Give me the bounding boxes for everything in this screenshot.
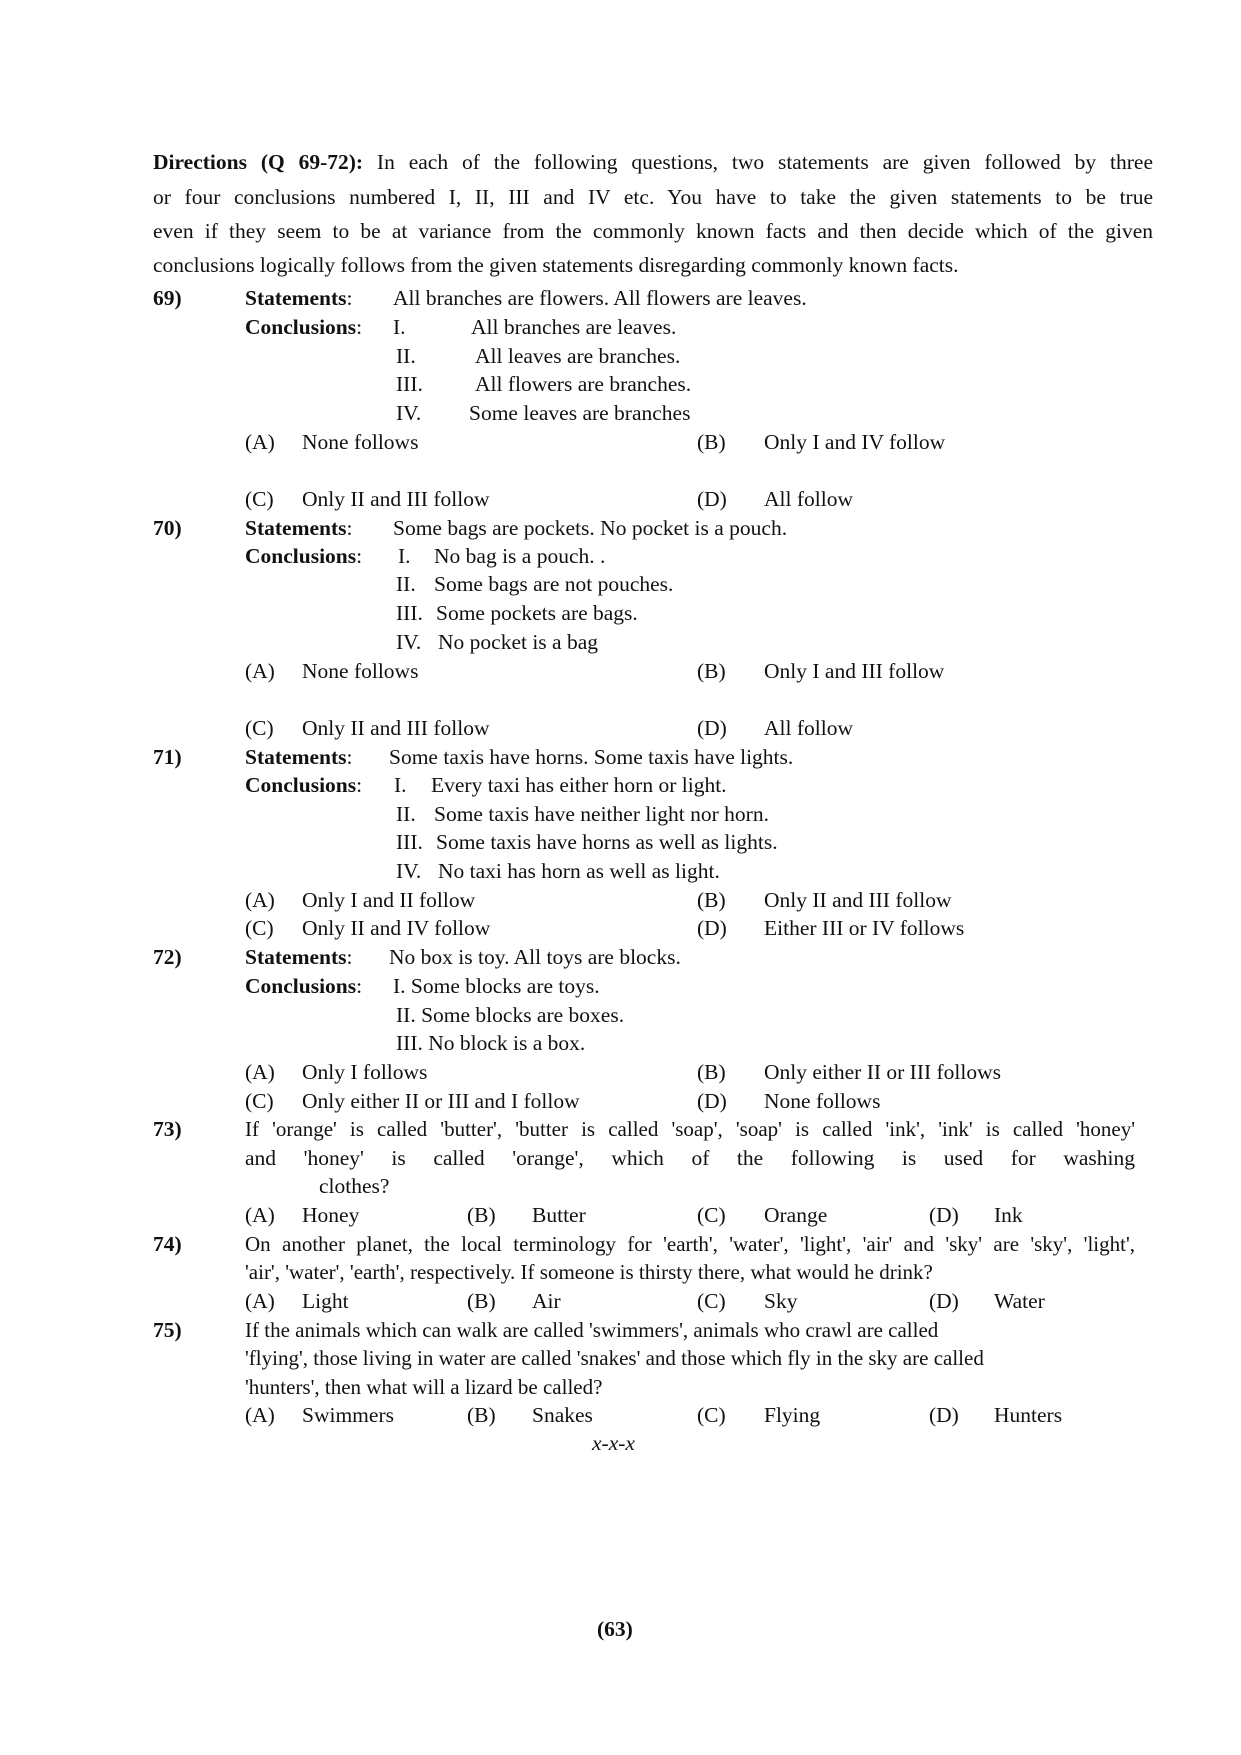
question-number: 74) [153,1232,182,1256]
option-b-text: Air [532,1289,561,1313]
conclusion-num: I. [394,773,407,797]
question-text-line: If the animals which can walk are called 'swimmers', animals who crawl are called [245,1318,939,1342]
option-d-text: None follows [764,1089,881,1113]
question-text-line: On another planet, the local terminology for 'earth', 'water', 'light', 'air' and 'sky' are 'sky', 'light', [245,1232,1135,1256]
page-number: (63) [597,1617,633,1641]
conclusion-num: I. [393,315,406,339]
option-key: (B) [697,659,726,683]
conclusion-num: IV. [396,630,422,654]
conclusions-label: Conclusions: [245,544,363,568]
end-mark: x-x-x [592,1431,635,1455]
option-key: (D) [929,1403,959,1427]
option-c-text: Orange [764,1203,828,1227]
conclusion-text: No taxi has horn as well as light. [438,859,720,883]
option-key: (B) [467,1289,496,1313]
directions-line-3: even if they seem to be at variance from the commonly known facts and then decide which of the given [153,219,1153,243]
option-a-text: Only I and II follow [302,888,476,912]
conclusion-text: Some bags are not pouches. [434,572,674,596]
statement-text: All branches are flowers. All flowers are leaves. [393,286,807,310]
option-a-text: None follows [302,659,419,683]
conclusion-line: III. No block is a box. [396,1031,586,1055]
option-c-text: Only II and IV follow [302,916,491,940]
question-number: 70) [153,516,182,540]
question-number: 71) [153,745,182,769]
option-d-text: Ink [994,1203,1023,1227]
question-number: 75) [153,1318,182,1342]
option-a-text: None follows [302,430,419,454]
directions-line-2: or four conclusions numbered I, II, III and IV etc. You have to take the given statements to be true [153,185,1153,209]
conclusion-text: Some pockets are bags. [436,601,638,625]
conclusion-num: IV. [396,859,422,883]
conclusion-num: I. [398,544,411,568]
option-key: (B) [697,1060,726,1084]
option-key: (B) [467,1203,496,1227]
option-key: (A) [245,430,275,454]
statements-label: Statements: [245,745,353,769]
conclusion-num: II. [396,344,416,368]
option-a-text: Swimmers [302,1403,394,1427]
option-key: (A) [245,659,275,683]
option-c-text: Only either II or III and I follow [302,1089,580,1113]
option-key: (D) [929,1203,959,1227]
conclusion-text: All branches are leaves. [471,315,677,339]
option-key: (C) [245,1089,274,1113]
question-text-line: 'flying', those living in water are called 'snakes' and those which fly in the sky are called [245,1346,984,1370]
conclusions-label: Conclusions: [245,974,363,998]
option-c-text: Flying [764,1403,821,1427]
option-d-text: All follow [764,487,853,511]
option-d-text: Water [994,1289,1045,1313]
option-key: (D) [697,916,727,940]
directions-line-4: conclusions logically follows from the given statements disregarding commonly known facts. [153,253,959,277]
question-text-line: 'hunters', then what will a lizard be called? [245,1375,603,1399]
option-key: (C) [245,916,274,940]
question-number: 72) [153,945,182,969]
statements-label: Statements: [245,516,353,540]
option-b-text: Only either II or III follows [764,1060,1002,1084]
conclusion-line: I. Some blocks are toys. [393,974,600,998]
conclusion-text: No bag is a pouch. . [434,544,606,568]
option-key: (A) [245,1289,275,1313]
conclusion-num: III. [396,830,423,854]
question-text-line: 'air', 'water', 'earth', respectively. If someone is thirsty there, what would he drink? [245,1260,933,1284]
option-key: (C) [697,1403,726,1427]
option-a-text: Only I follows [302,1060,428,1084]
option-key: (B) [697,888,726,912]
question-number: 69) [153,286,182,310]
question-number: 73) [153,1117,182,1141]
option-key: (B) [697,430,726,454]
statement-text: Some bags are pockets. No pocket is a pouch. [393,516,788,540]
statement-text: Some taxis have horns. Some taxis have lights. [389,745,794,769]
statements-label: Statements: [245,286,353,310]
option-key: (C) [697,1289,726,1313]
option-key: (A) [245,888,275,912]
option-b-text: Snakes [532,1403,593,1427]
conclusion-num: III. [396,372,423,396]
option-d-text: Either III or IV follows [764,916,965,940]
option-key: (A) [245,1403,275,1427]
option-d-text: All follow [764,716,853,740]
option-c-text: Only II and III follow [302,716,490,740]
question-text-line: clothes? [319,1174,390,1198]
conclusion-num: II. [396,572,416,596]
conclusion-text: All flowers are branches. [475,372,692,396]
option-b-text: Only I and IV follow [764,430,946,454]
option-a-text: Honey [302,1203,360,1227]
option-c-text: Only II and III follow [302,487,490,511]
option-c-text: Sky [764,1289,798,1313]
option-a-text: Light [302,1289,349,1313]
conclusions-label: Conclusions: [245,315,363,339]
option-key: (B) [467,1403,496,1427]
option-b-text: Only I and III follow [764,659,945,683]
option-b-text: Butter [532,1203,586,1227]
option-key: (C) [245,487,274,511]
option-key: (A) [245,1203,275,1227]
conclusion-text: Some taxis have horns as well as lights. [436,830,778,854]
option-key: (C) [697,1203,726,1227]
option-key: (D) [697,716,727,740]
conclusion-text: No pocket is a bag [438,630,599,654]
conclusion-text: All leaves are branches. [475,344,681,368]
conclusion-num: IV. [396,401,422,425]
conclusions-label: Conclusions: [245,773,363,797]
option-key: (A) [245,1060,275,1084]
directions-line-1: Directions (Q 69-72): In each of the following questions, two statements are given followed by three [153,150,1153,174]
statement-text: No box is toy. All toys are blocks. [389,945,681,969]
conclusion-line: II. Some blocks are boxes. [396,1003,625,1027]
conclusion-num: III. [396,601,423,625]
option-d-text: Hunters [994,1403,1063,1427]
conclusion-num: II. [396,802,416,826]
conclusion-text: Every taxi has either horn or light. [431,773,727,797]
conclusion-text: Some taxis have neither light nor horn. [434,802,769,826]
question-text-line: If 'orange' is called 'butter', 'butter is called 'soap', 'soap' is called 'ink', 'ink' is called 'honey' [245,1117,1135,1141]
option-key: (D) [697,1089,727,1113]
option-key: (D) [929,1289,959,1313]
option-key: (D) [697,487,727,511]
option-key: (C) [245,716,274,740]
question-text-line: and 'honey' is called 'orange', which of the following is used for washing [245,1146,1135,1170]
option-b-text: Only II and III follow [764,888,952,912]
conclusion-text: Some leaves are branches [469,401,691,425]
statements-label: Statements: [245,945,353,969]
directions-label: Directions (Q 69-72): [153,150,364,174]
